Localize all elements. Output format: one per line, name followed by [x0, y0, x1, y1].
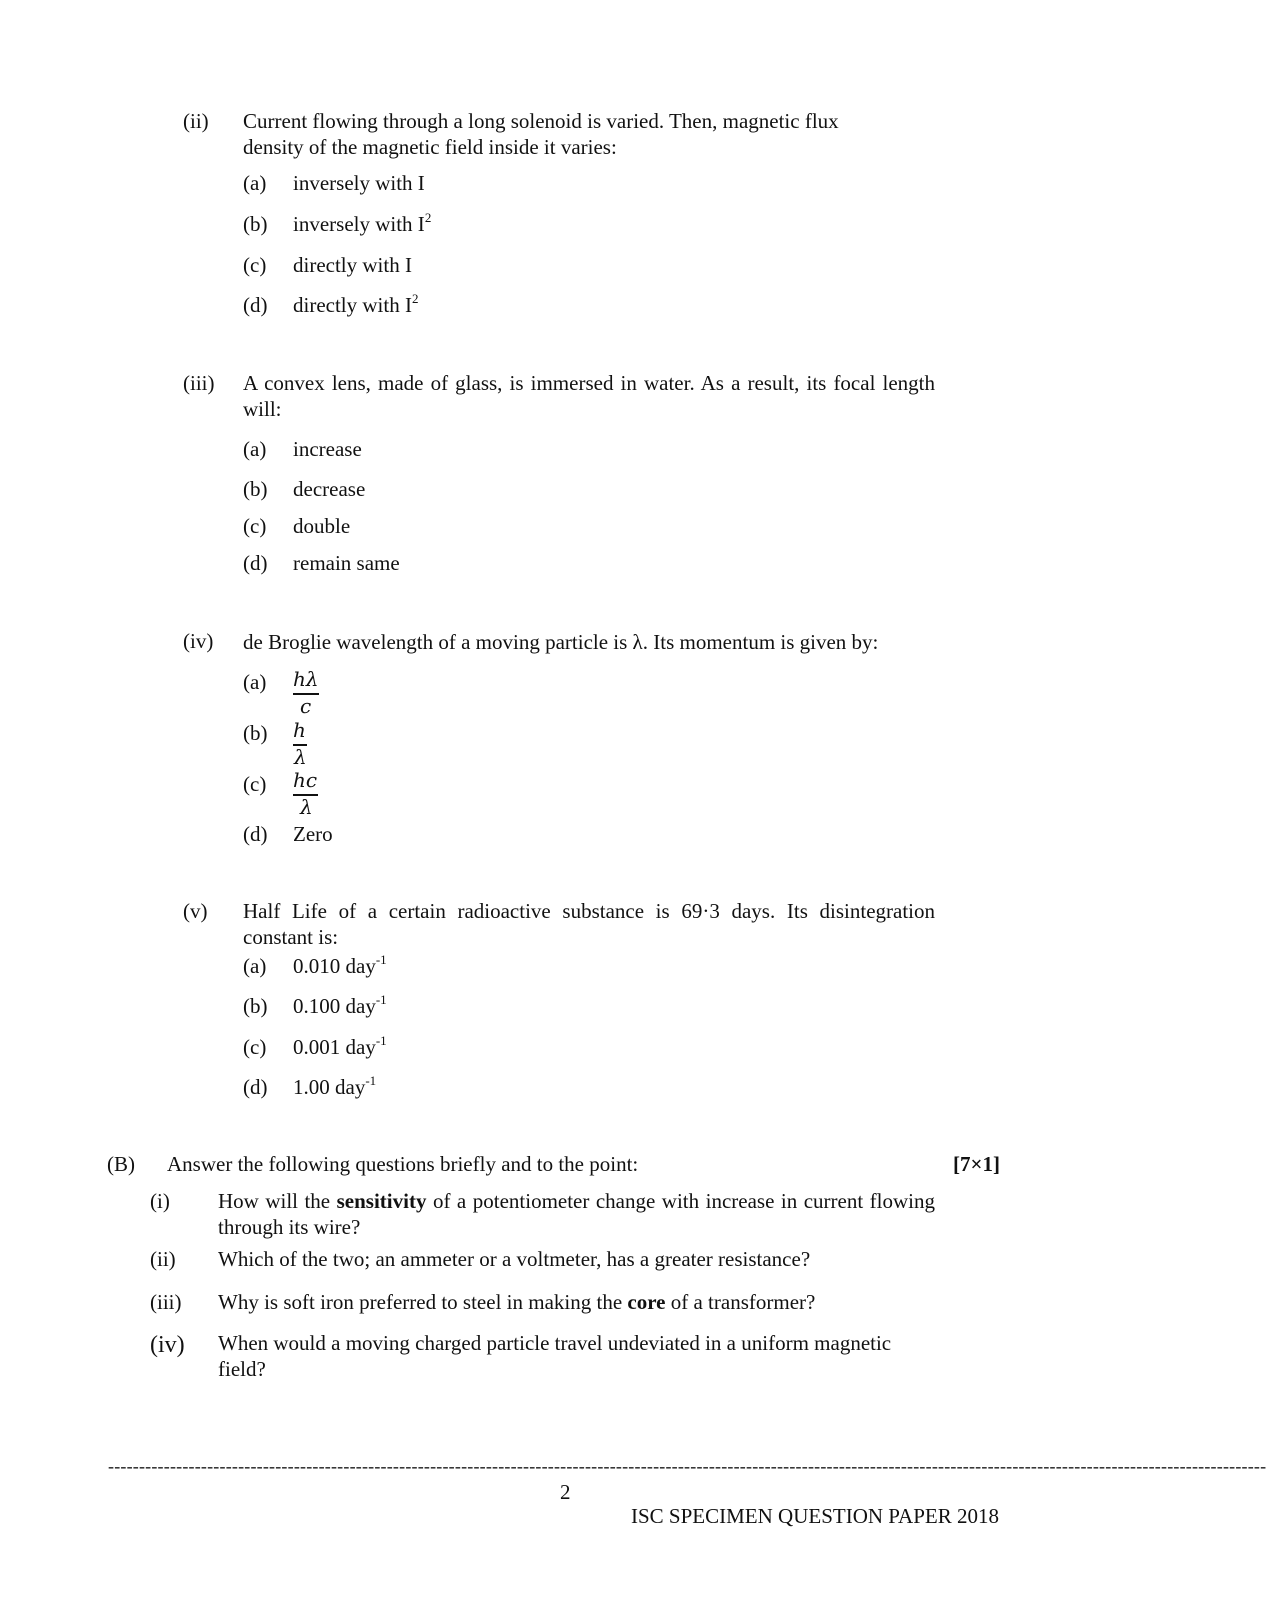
question-text: de Broglie wavelength of a moving particle is λ. Its momentum is given by:	[243, 630, 879, 654]
option-text: decrease	[293, 477, 366, 501]
question-number: (iii)	[183, 371, 215, 395]
option-text: Zero	[293, 822, 333, 846]
fraction-denominator: λ	[300, 795, 313, 819]
option-label: (b)	[243, 212, 268, 236]
fraction-option-a	[293, 667, 321, 719]
question-text: Why is soft iron preferred to steel in making the core of a transformer?	[218, 1290, 816, 1314]
fraction-option-c	[293, 768, 321, 820]
option-label: (a)	[243, 437, 267, 461]
fraction-denominator: c	[300, 694, 312, 718]
option-text: 0.001 day$^{-1}$	[293, 1033, 387, 1059]
option-label: (a)	[243, 171, 267, 195]
option-label: (d)	[243, 1075, 268, 1099]
option-text: inversely with I	[293, 171, 425, 195]
question-number: (i)	[150, 1189, 170, 1213]
option-label: (d)	[243, 551, 268, 575]
question-number: (v)	[183, 899, 208, 923]
question-number: (iv)	[183, 629, 214, 653]
option-label: (c)	[243, 772, 267, 796]
option-text: directly with $I^2$	[293, 291, 419, 317]
option-text: increase	[293, 437, 362, 461]
question-number: (ii)	[150, 1247, 176, 1271]
option-label: (b)	[243, 477, 268, 501]
option-label: (c)	[243, 514, 267, 538]
fraction-denominator: λ	[294, 745, 307, 769]
option-text: remain same	[293, 551, 400, 575]
fraction-option-b	[293, 718, 313, 770]
option-label: (a)	[243, 670, 267, 694]
option-text: 0.100 day$^{-1}$	[293, 992, 387, 1018]
question-text: Current flowing through a long solenoid is varied. Then, magnetic flux density of the magnetic field inside it varies:	[243, 109, 839, 159]
question-text: A convex lens, made of glass, is immersed in water. As a result, its focal length will:	[243, 371, 935, 421]
option-label: (b)	[243, 994, 268, 1018]
section-label: (B)	[107, 1152, 135, 1176]
question-text: When would a moving charged particle travel undeviated in a uniform magnetic field?	[218, 1331, 892, 1381]
section-instruction: Answer the following questions briefly and to the point:	[167, 1152, 639, 1176]
fraction-numerator: hλ	[293, 667, 319, 691]
option-text: 0.010 day$^{-1}$	[293, 952, 387, 978]
option-text: double	[293, 514, 351, 538]
question-text: Half Life of a certain radioactive substance is 69·3 days. Its disintegration constant is:	[243, 899, 935, 949]
option-text: inversely with $I^2$	[293, 210, 432, 236]
option-text: 1.00 day$^{-1}$	[293, 1073, 377, 1099]
footer-divider: -------------------------------------------------------------------------------------------------------------------------------------------------------------------------------------------	[108, 1456, 1266, 1476]
option-label: (d)	[243, 293, 268, 317]
question-number: (iv)	[150, 1332, 185, 1358]
question-text: How will the sensitivity of a potentiometer change with increase in current flowing through its wire?	[218, 1189, 935, 1239]
option-text: directly with I	[293, 253, 412, 277]
fraction-numerator: hc	[293, 768, 318, 792]
page-number: 2	[560, 1480, 571, 1504]
question-number: (iii)	[150, 1290, 182, 1314]
marks-label: [7×1]	[953, 1152, 1000, 1176]
fraction-numerator: h	[293, 718, 306, 742]
option-label: (a)	[243, 954, 267, 978]
option-label: (b)	[243, 721, 268, 745]
paper-title: ISC SPECIMEN QUESTION PAPER 2018	[631, 1504, 999, 1528]
option-label: (d)	[243, 822, 268, 846]
option-label: (c)	[243, 1035, 267, 1059]
option-label: (c)	[243, 253, 267, 277]
question-text: Which of the two; an ammeter or a voltmeter, has a greater resistance?	[218, 1247, 811, 1271]
question-number: (ii)	[183, 109, 209, 133]
